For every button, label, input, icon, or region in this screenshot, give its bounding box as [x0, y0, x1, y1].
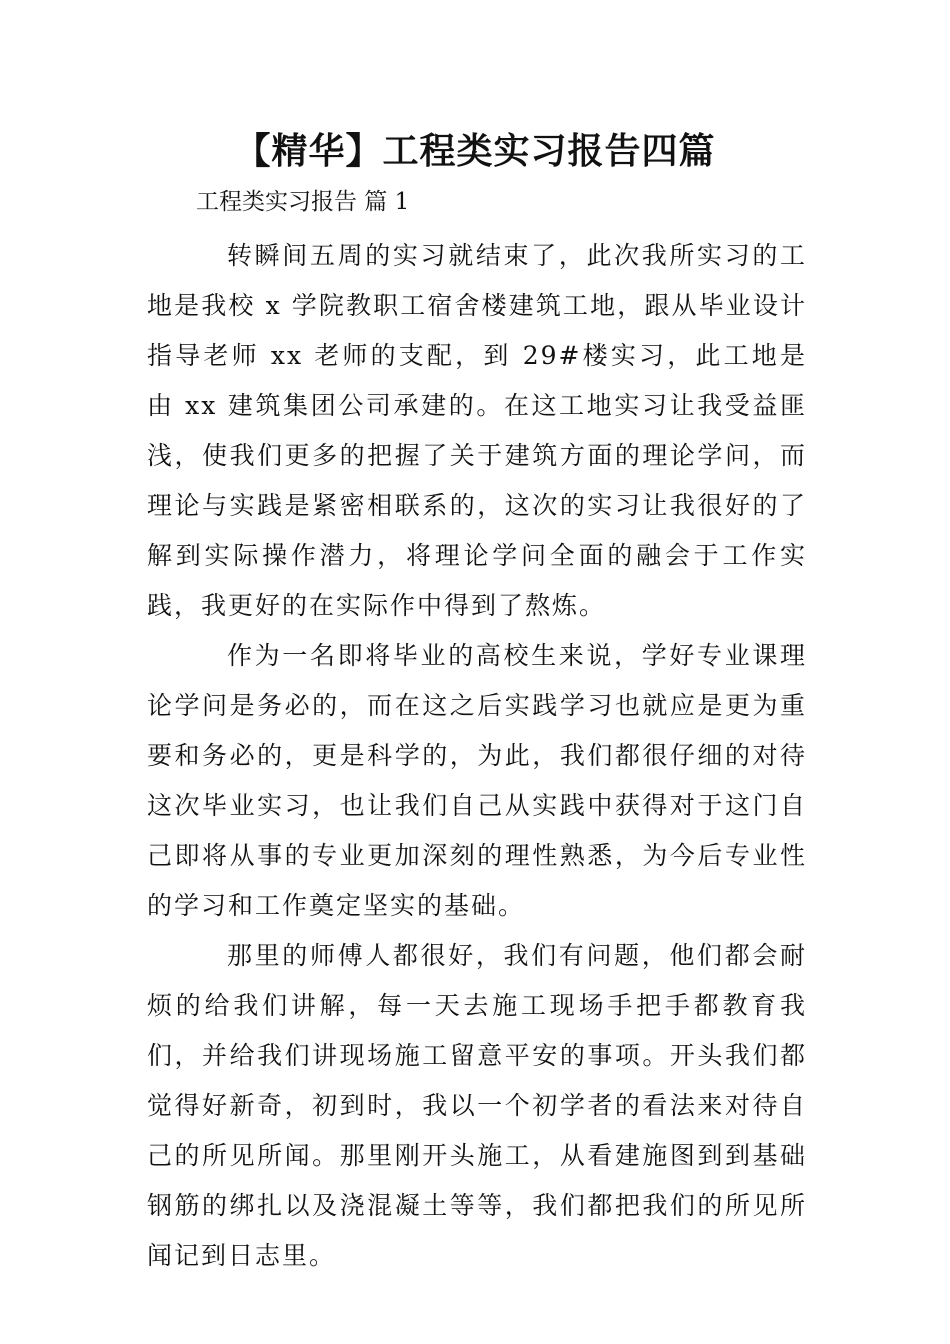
paragraph-3: 那里的师傅人都很好，我们有问题，他们都会耐烦的给我们讲解，每一天去施工现场手把手都教育我们，并给我们讲现场施工留意平安的事项。开头我们都觉得好新奇，初到时，我以一个初学者的看法来对待自己的所见所闻。那里刚开头施工，从看建施图到到基础钢筋的绑扎以及浇混凝土等等，我们都把我们的所见所闻记到日志里。: [147, 941, 807, 1270]
paragraph-1: 转瞬间五周的实习就结束了，此次我所实习的工地是我校 x 学院教职工宿舍楼建筑工地，跟从毕业设计指导老师 xx 老师的支配，到 29#楼实习，此工地是由 xx 建筑集团公司承建的。在这工地实习让我受益匪浅，使我们更多的把握了关于建筑方面的理论学问，而理论与实践是紧密相联系的，这次的实习让我很好的了解到实际操作潜力，将理论学问全面的融会于工作实践，我更好的在实际作中得到了熬炼。: [147, 241, 807, 620]
paragraph-2: 作为一名即将毕业的高校生来说，学好专业课理论学问是务必的，而在这之后实践学习也就应是更为重要和务必的，更是科学的，为此，我们都很仔细的对待这次毕业实习，也让我们自己从实践中获得对于这门自己即将从事的专业更加深刻的理性熟悉，为今后专业性的学习和工作奠定坚实的基础。: [147, 641, 807, 920]
document-body: [147, 231, 807, 1281]
document-title: 【精华】工程类实习报告四篇: [234, 131, 716, 172]
section-heading: 工程类实习报告 篇 1: [196, 189, 410, 215]
